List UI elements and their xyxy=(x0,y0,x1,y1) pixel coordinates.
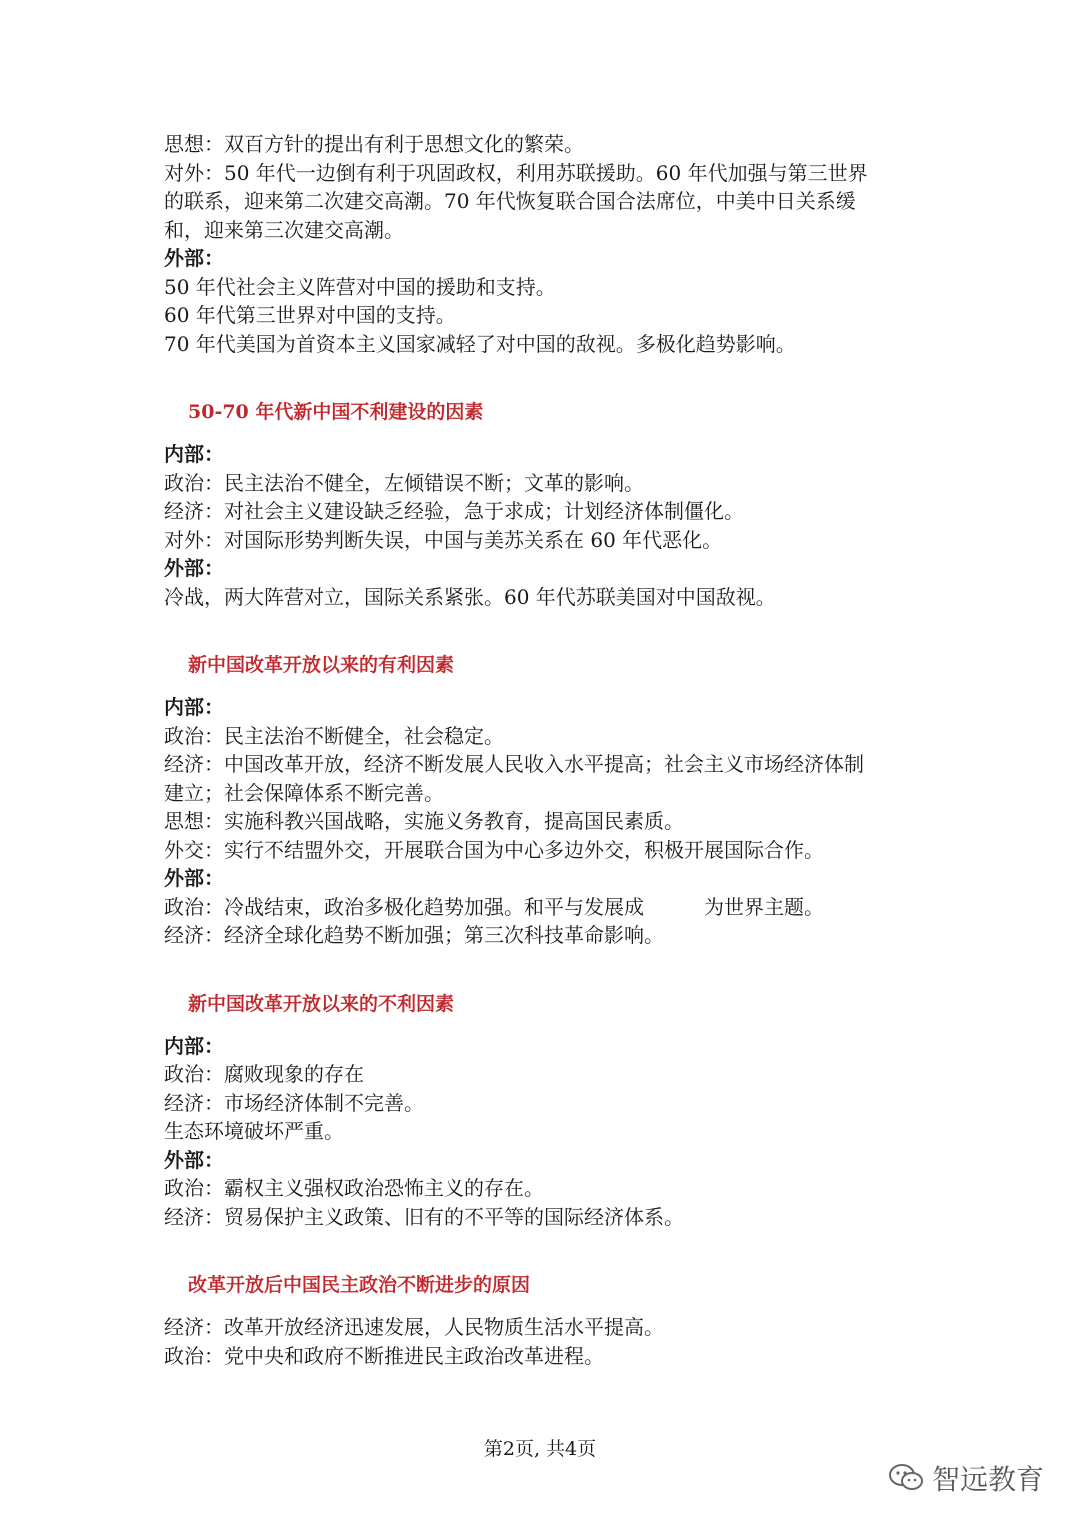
external-label: 外部： xyxy=(164,866,224,890)
internal-label: 内部： xyxy=(164,695,224,719)
text-line: 和，迎来第三次建交高潮。 xyxy=(164,217,404,242)
text-line: 政治：民主法治不断健全，社会稳定。 xyxy=(164,723,504,748)
text-line: 对外：50 年代一边倒有利于巩固政权，利用苏联援助。60 年代加强与第三世界 xyxy=(164,160,868,185)
page-number: 第2页, 共4页 xyxy=(483,1438,597,1460)
text-line: 政治：冷战结束，政治多极化趋势加强。和平与发展成 为世界主题。 xyxy=(164,894,824,919)
text-line: 政治：党中央和政府不断推进民主政治改革进程。 xyxy=(164,1343,604,1368)
external-label: 外部： xyxy=(164,246,224,270)
document-page xyxy=(164,130,934,1370)
text-line: 思想：实施科教兴国战略，实施义务教育，提高国民素质。 xyxy=(164,809,684,833)
text-line: 经济：经济全球化趋势不断加强；第三次科技革命影响。 xyxy=(164,923,664,947)
internal-label: 内部： xyxy=(164,442,224,466)
text-line: 思想：双百方针的提出有利于思想文化的繁荣。 xyxy=(164,132,584,156)
section-heading: 50-70 年代新中国不利建设的因素 xyxy=(188,401,484,423)
section-reform-favorable xyxy=(164,651,934,950)
external-label: 外部： xyxy=(164,556,224,580)
internal-label: 内部： xyxy=(164,1033,224,1058)
section-reform-unfavorable xyxy=(164,990,934,1232)
text-line: 经济：贸易保护主义政策、旧有的不平等的国际经济体系。 xyxy=(164,1204,684,1229)
watermark-text: 智远教育 xyxy=(931,1463,1044,1496)
section-continued xyxy=(164,130,934,358)
text-line: 经济：中国改革开放，经济不断发展人民收入水平提高；社会主义市场经济体制 xyxy=(164,752,864,776)
wechat-icon xyxy=(888,1463,924,1493)
text-line: 50 年代社会主义阵营对中国的援助和支持。 xyxy=(164,274,556,299)
external-label: 外部： xyxy=(164,1147,224,1172)
text-line: 的联系，迎来第二次建交高潮。70 年代恢复联合国合法席位，中美中日关系缓 xyxy=(164,189,856,213)
text-line: 政治：民主法治不健全，左倾错误不断；文革的影响。 xyxy=(164,470,644,495)
section-unfavorable-50-70 xyxy=(164,398,934,611)
section-democracy-progress xyxy=(164,1271,934,1370)
text-line: 70 年代美国为首资本主义国家减轻了对中国的敌视。多极化趋势影响。 xyxy=(164,331,796,356)
watermark xyxy=(888,1458,1044,1498)
text-line: 经济：对社会主义建设缺乏经验，急于求成；计划经济体制僵化。 xyxy=(164,499,744,523)
section-heading: 新中国改革开放以来的有利因素 xyxy=(188,654,455,676)
text-line: 政治：霸权主义强权政治恐怖主义的存在。 xyxy=(164,1176,544,1200)
text-line: 经济：改革开放经济迅速发展，人民物质生活水平提高。 xyxy=(164,1315,664,1339)
text-line: 对外：对国际形势判断失误，中国与美苏关系在 60 年代恶化。 xyxy=(164,527,723,552)
text-line: 政治：腐败现象的存在 xyxy=(164,1062,364,1086)
text-line: 外交：实行不结盟外交，开展联合国为中心多边外交，积极开展国际合作。 xyxy=(164,837,824,862)
text-line: 建立；社会保障体系不断完善。 xyxy=(164,780,444,805)
section-heading: 改革开放后中国民主政治不断进步的原因 xyxy=(188,1274,531,1296)
text-line: 生态环境破坏严重。 xyxy=(164,1119,344,1143)
text-line: 经济：市场经济体制不完善。 xyxy=(164,1090,424,1115)
text-line: 60 年代第三世界对中国的支持。 xyxy=(164,303,456,327)
section-heading: 新中国改革开放以来的不利因素 xyxy=(188,992,455,1015)
text-line: 冷战，两大阵营对立，国际关系紧张。60 年代苏联美国对中国敌视。 xyxy=(164,584,776,609)
